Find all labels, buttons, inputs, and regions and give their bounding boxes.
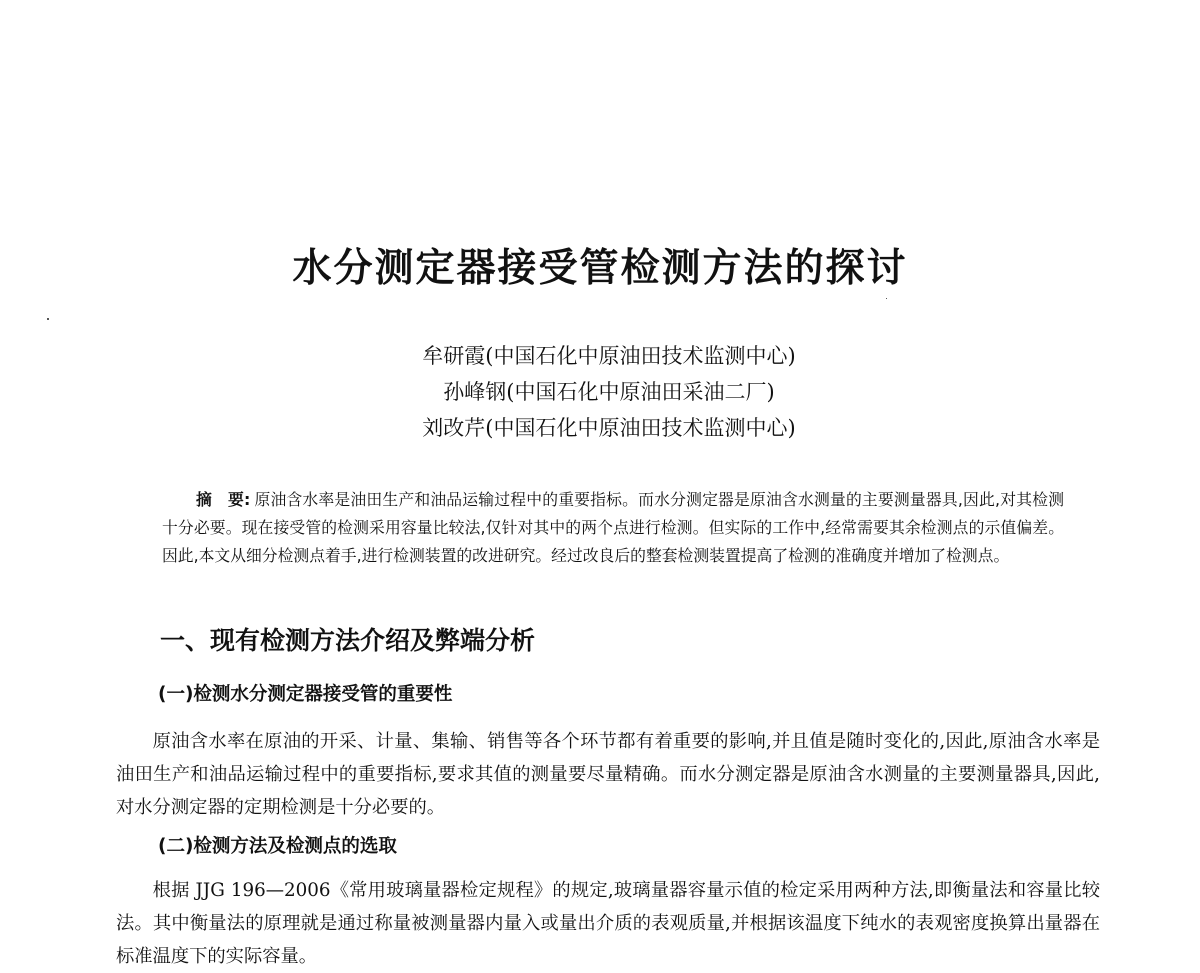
author-line: 刘改芹(中国石化中原油田技术监测中心) (422, 416, 796, 440)
scan-speck (47, 318, 49, 320)
author-list (0, 338, 1200, 446)
body-paragraph: 根据 JJG 196—2006《常用玻璃量器检定规程》的规定,玻璃量器容量示值的检定采用两种方法,即衡量法和容量比较法。其中衡量法的原理就是通过称量被测量器内量入或量出介质的表观质量,并根据该温度下纯水的表观密度换算出量器在标准温度下的实际容量。 (116, 880, 1100, 967)
author-line: 牟研霞(中国石化中原油田技术监测中心) (422, 344, 796, 368)
abstract (162, 486, 1064, 570)
abstract-text: 原油含水率是油田生产和油品运输过程中的重要指标。而水分测定器是原油含水测量的主要测量器具,因此,对其检测十分必要。现在接受管的检测采用容量比较法,仅针对其中的两个点进行检测。但实际的工作中,经常需要其余检测点的示值偏差。因此,本文从细分检测点着手,进行检测装置的改进研究。经过改良后的整套检测装置提高了检测的准确度并增加了检测点。 (162, 490, 1064, 565)
author-line: 孙峰钢(中国石化中原油田采油二厂) (443, 380, 775, 404)
subsection-heading: (二)检测方法及检测点的选取 (158, 836, 397, 857)
abstract-label: 摘 要: (196, 490, 251, 509)
paper-title: 水分测定器接受管检测方法的探讨 (292, 245, 908, 291)
body-paragraph: 原油含水率在原油的开采、计量、集输、销售等各个环节都有着重要的影响,并且值是随时变化的,因此,原油含水率是油田生产和油品运输过程中的重要指标,要求其值的测量要尽量精确。而水分测定器是原油含水测量的主要测量器具,因此,对水分测定器的定期检测是十分必要的。 (116, 731, 1100, 818)
scan-speck (886, 298, 887, 299)
subsection-heading: (一)检测水分测定器接受管的重要性 (158, 684, 453, 705)
section-heading: 一、现有检测方法介绍及弊端分析 (160, 626, 536, 655)
